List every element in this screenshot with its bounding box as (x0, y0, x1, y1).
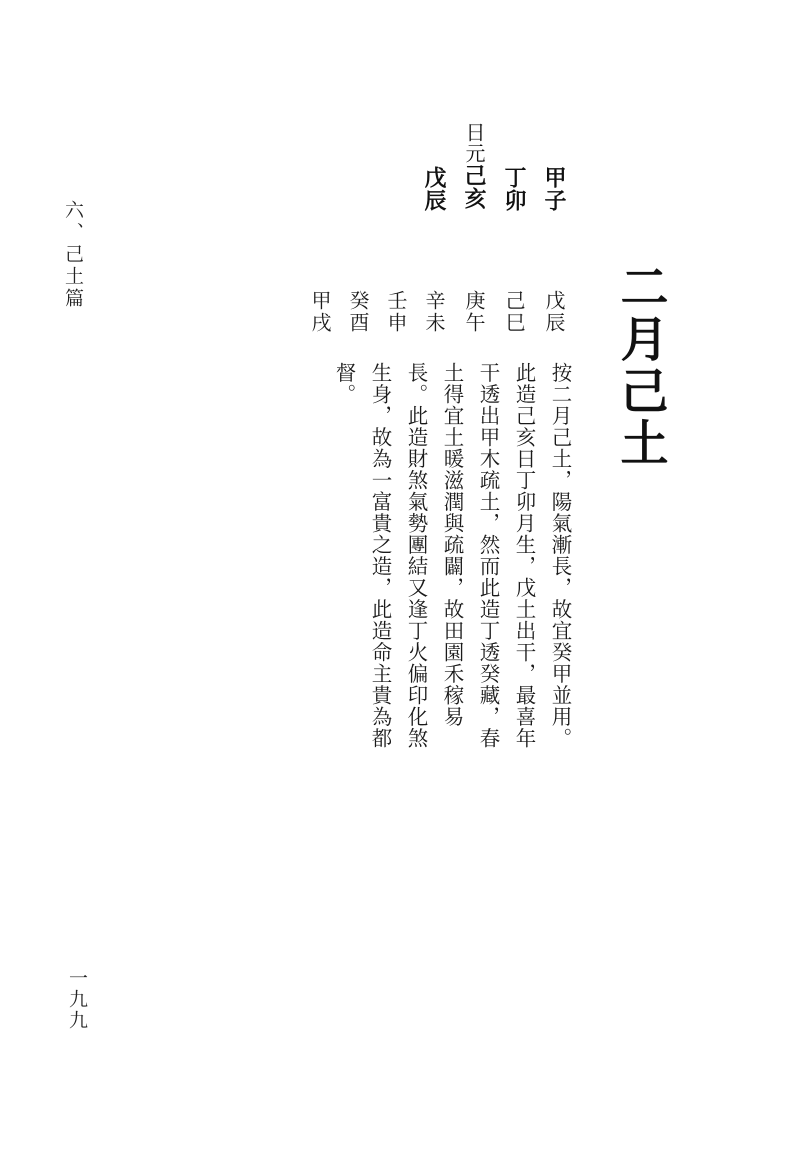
body-paragraph: 按二月己土，陽氣漸長，故宜癸甲並用。此造己亥日丁卯月生，戊土出干，最喜年干透出甲木疏土，然而此造丁透癸藏，春土得宜土暖滋潤與疏闢，故田園禾稼易長。此造財煞氣勢團結又逢丁火偏印化煞生身，故為一富貴之造，此造命主貴為都督。 (332, 362, 572, 749)
pillar-hour: 戊辰 (421, 166, 447, 212)
luck-cycle: 己巳 (502, 290, 526, 334)
luck-cycle: 癸酉 (346, 290, 370, 334)
luck-cycle: 庚午 (462, 290, 486, 334)
pillar-day-value: 己亥 (461, 164, 487, 210)
pillar-year: 甲子 (541, 166, 567, 212)
luck-cycle: 壬申 (384, 290, 408, 334)
running-head: 六、己土篇 (62, 200, 84, 310)
luck-cycle: 辛未 (422, 290, 446, 334)
chapter-title: 二月己土 (612, 262, 668, 470)
luck-cycle: 甲戌 (308, 290, 332, 334)
pillar-day (454, 122, 494, 210)
page-number: 一九九 (66, 968, 88, 1031)
luck-cycle: 戊辰 (542, 290, 566, 334)
pillar-month: 丁卯 (501, 166, 527, 212)
day-master-label: 日元 (462, 122, 486, 164)
